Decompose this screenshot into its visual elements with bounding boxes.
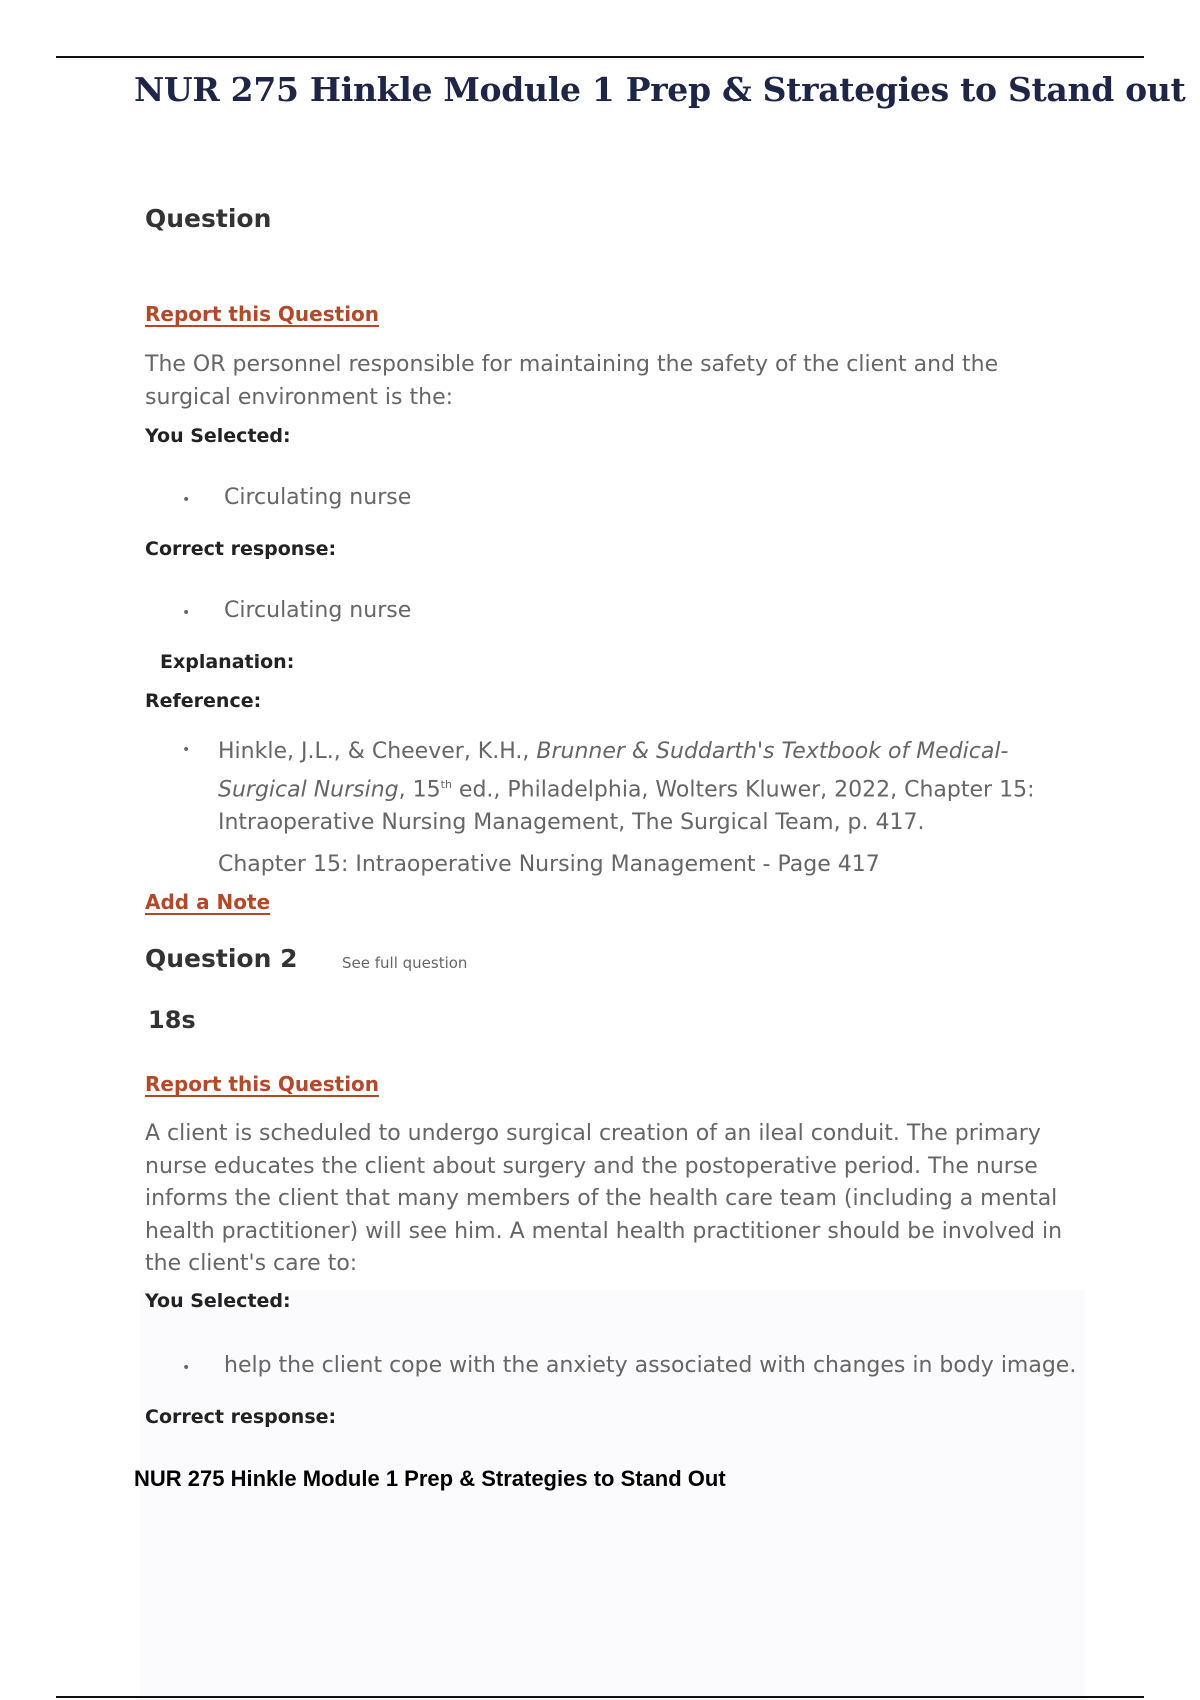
selected-answer: Circulating nurse (224, 485, 412, 510)
top-rule (56, 56, 1144, 58)
correct-response-label: Correct response: (145, 538, 337, 560)
question-2-text: A client is scheduled to undergo surgical creation of an ileal conduit. The primary nurse educates the client about surgery and the postoperative period. The nurse informs the client that many members of the health care team (including a mental health practitioner) will see him. A mental health practitioner should be involved in the client's care to: (145, 1121, 1063, 1276)
add-note-link[interactable]: Add a Note (145, 890, 271, 914)
question-2-heading: Question 2 (145, 944, 298, 973)
footer-title: NUR 275 Hinkle Module 1 Prep & Strategies to Stand Out (134, 1466, 726, 1491)
document-title: NUR 275 Hinkle Module 1 Prep & Strategies to Stand out (134, 70, 1186, 109)
explanation-label: Explanation: (160, 651, 295, 673)
bullet-icon: • (182, 605, 191, 621)
timer: 18s (148, 1006, 196, 1034)
selected-answer: help the client cope with the anxiety associated with changes in body image. (224, 1353, 1077, 1378)
response-panel (140, 1290, 1085, 1700)
report-question-link[interactable]: Report this Question (145, 302, 380, 326)
question-1-heading: Question (145, 204, 272, 233)
correct-answer: Circulating nurse (224, 598, 412, 623)
bottom-rule (56, 1696, 1144, 1698)
bullet-icon: • (182, 742, 191, 758)
bullet-icon: • (182, 1360, 191, 1376)
reference-label: Reference: (145, 690, 262, 712)
you-selected-label: You Selected: (145, 1290, 291, 1312)
report-question-link[interactable]: Report this Question (145, 1072, 380, 1096)
question-1-text: The OR personnel responsible for maintaining the safety of the client and the surgical environment is the: (145, 352, 999, 410)
chapter-reference-line: Chapter 15: Intraoperative Nursing Management - Page 417 (218, 852, 880, 877)
reference-citation: Hinkle, J.L., & Cheever, K.H., Brunner & Suddarth's Textbook of Medical-Surgical Nursing, 15th ed., Philadelphia, Wolters Kluwer, 2022, Chapter 15: Intraoperative Nursing Management, The Surgical Team, p. 417. (218, 739, 1035, 836)
bullet-icon: • (182, 492, 191, 508)
see-full-question-link[interactable]: See full question (342, 954, 468, 972)
you-selected-label: You Selected: (145, 425, 291, 447)
correct-response-label: Correct response: (145, 1406, 337, 1428)
